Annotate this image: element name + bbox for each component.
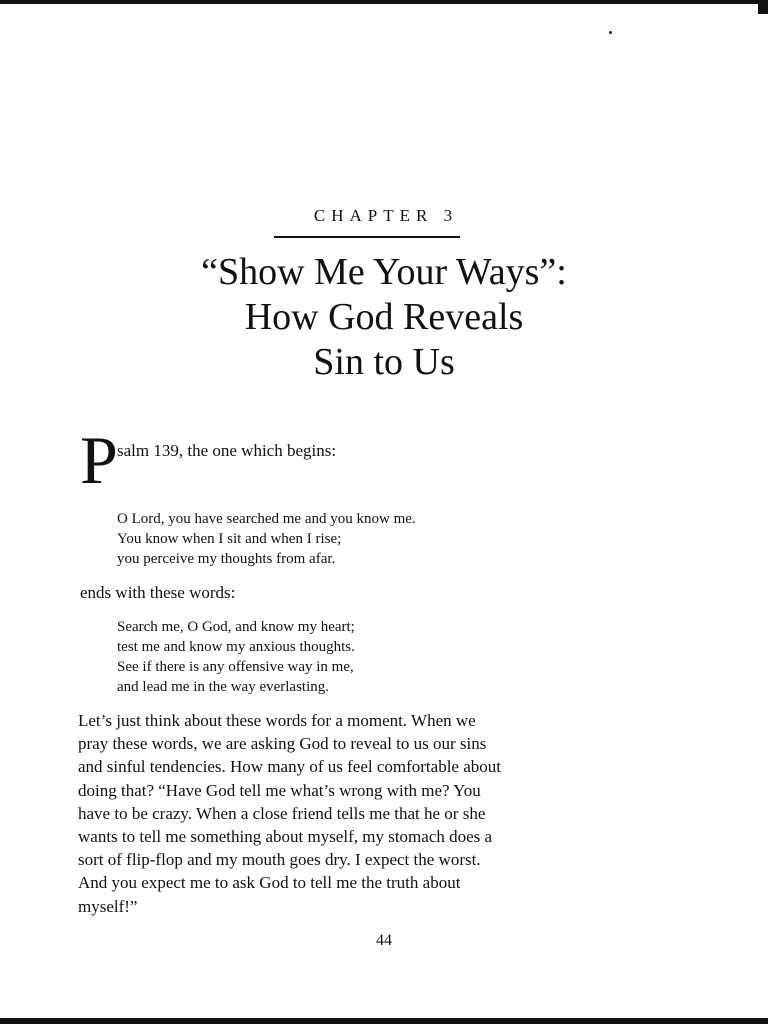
- chapter-label: CHAPTER 3: [313, 206, 459, 225]
- body-line: pray these words, we are asking God to reveal to us our sins: [78, 734, 487, 754]
- verse-line: and lead me in the way everlasting.: [117, 679, 330, 695]
- drop-cap: P: [80, 422, 118, 498]
- verse-line: You know when I sit and when I rise;: [117, 531, 342, 547]
- chapter-title: [0, 250, 768, 385]
- chapter-title-line: Sin to Us: [313, 341, 455, 383]
- chapter-rule: [274, 236, 460, 238]
- body-line: doing that? “Have God tell me what’s wrong with me? You: [78, 780, 481, 800]
- body-line: And you expect me to ask God to tell me the truth about: [78, 873, 461, 893]
- body-line: and sinful tendencies. How many of us feel comfortable about: [78, 757, 501, 777]
- body-line: wants to tell me something about myself, my stomach does a: [78, 827, 493, 847]
- verse-line: O Lord, you have searched me and you know me.: [117, 511, 416, 527]
- scan-edge-corner: [758, 0, 768, 14]
- verse-quote-2: [117, 617, 355, 697]
- body-line: sort of flip-flop and my mouth goes dry. I expect the worst.: [78, 850, 481, 870]
- connector-line: ends with these words:: [80, 583, 236, 602]
- verse-line: you perceive my thoughts from afar.: [117, 551, 336, 567]
- verse-quote-1: [117, 509, 416, 569]
- body-line: have to be crazy. When a close friend tells me that he or she: [78, 803, 486, 823]
- body-line: Let’s just think about these words for a moment. When we: [78, 711, 476, 730]
- body-paragraph: [78, 709, 501, 918]
- scan-edge-bottom: [0, 1018, 768, 1024]
- page-number: 44: [376, 932, 392, 949]
- scan-edge-top: [0, 0, 768, 4]
- scan-speck: [609, 31, 612, 34]
- verse-line: See if there is any offensive way in me,: [117, 659, 354, 675]
- chapter-title-line: “Show Me Your Ways”:: [201, 251, 567, 293]
- verse-line: test me and know my anxious thoughts.: [117, 639, 355, 655]
- verse-line: Search me, O God, and know my heart;: [117, 619, 355, 635]
- body-line: myself!”: [78, 896, 138, 916]
- chapter-title-line: How God Reveals: [244, 296, 524, 338]
- opening-line: salm 139, the one which begins:: [117, 441, 337, 460]
